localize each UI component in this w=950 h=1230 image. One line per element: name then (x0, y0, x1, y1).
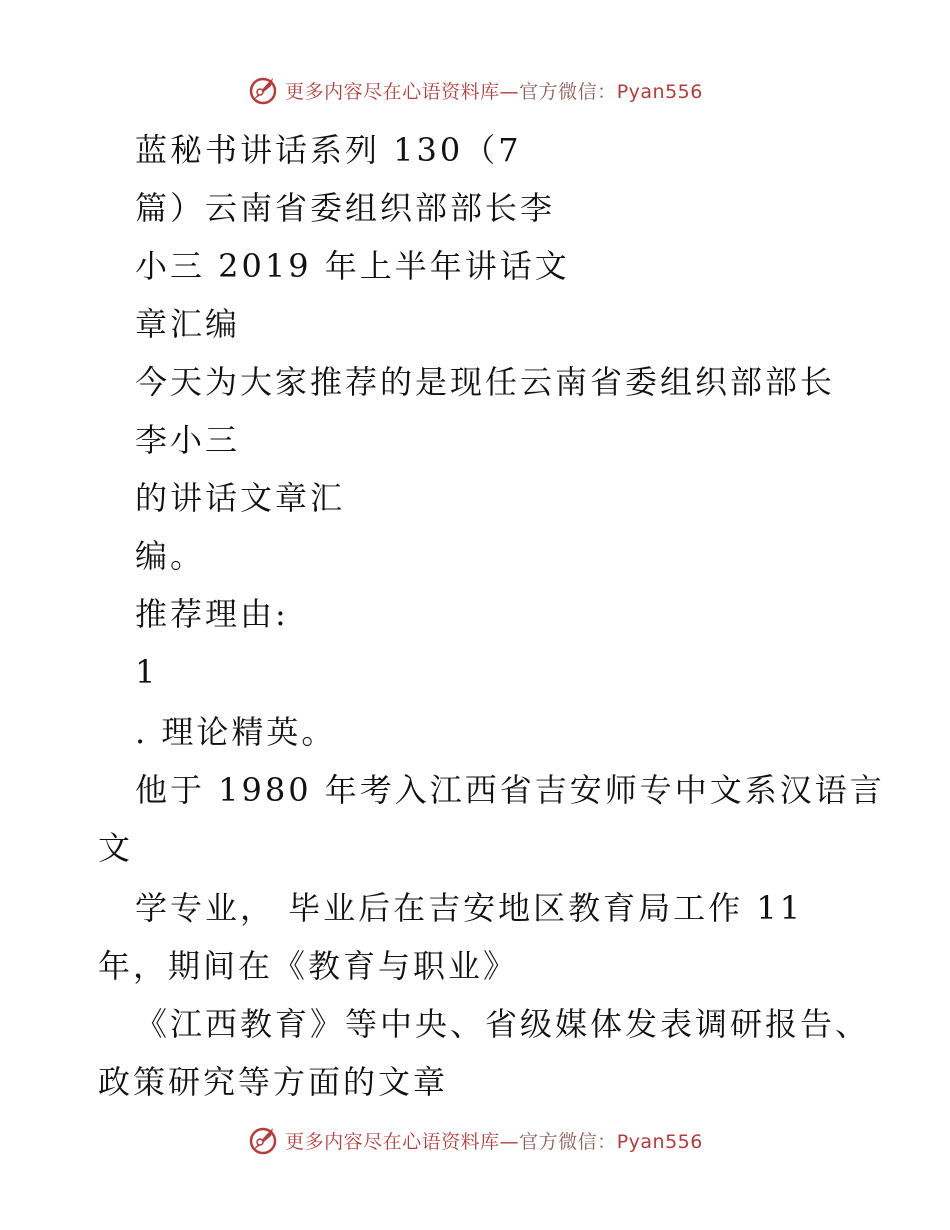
doc-line-7: 的讲话文章汇 (135, 479, 346, 517)
doc-line-14: 学专业， 毕业后在吉安地区教育局工作 11 (135, 889, 804, 927)
banner-text (285, 1127, 703, 1154)
quill-pen-logo-icon (247, 74, 279, 106)
doc-line-15: 年，期间在《教育与职业》 (98, 947, 519, 985)
banner-official-label: 官方微信： (519, 80, 617, 103)
quill-pen-logo-icon (247, 1124, 279, 1156)
doc-line-12: 他于 1980 年考入江西省吉安师专中文系汉语言 (135, 771, 885, 809)
doc-line-13: 文 (98, 829, 134, 867)
banner-wechat-id: Pyan556 (616, 1130, 703, 1153)
banner-wechat-id: Pyan556 (616, 80, 703, 103)
doc-line-17: 政策研究等方面的文章 (98, 1063, 449, 1101)
doc-line-3: 小三 2019 年上半年讲话文 (135, 247, 570, 285)
banner-main-text: 更多内容尽在心语资料库 (285, 80, 500, 103)
banner-official-label: 官方微信： (519, 1130, 617, 1153)
header-banner (0, 70, 950, 110)
doc-line-9: 推荐理由: (135, 595, 289, 633)
banner-dash: — (499, 1130, 520, 1153)
banner-text (285, 77, 703, 104)
doc-line-4: 章汇编 (135, 305, 241, 343)
footer-banner (0, 1120, 950, 1160)
doc-line-6: 李小三 (135, 421, 241, 459)
doc-line-10: 1 (135, 653, 159, 691)
doc-line-2: 篇）云南省委组织部部长李 (135, 189, 556, 227)
doc-line-11: . 理论精英。 (135, 713, 337, 751)
doc-line-5: 今天为大家推荐的是现任云南省委组织部部长 (135, 363, 836, 401)
doc-line-8: 编。 (135, 537, 206, 575)
banner-dash: — (499, 80, 520, 103)
banner-main-text: 更多内容尽在心语资料库 (285, 1130, 500, 1153)
doc-line-1: 蓝秘书讲话系列 130（7 (135, 131, 522, 169)
doc-line-16: 《江西教育》等中央、省级媒体发表调研报告、 (135, 1005, 871, 1043)
